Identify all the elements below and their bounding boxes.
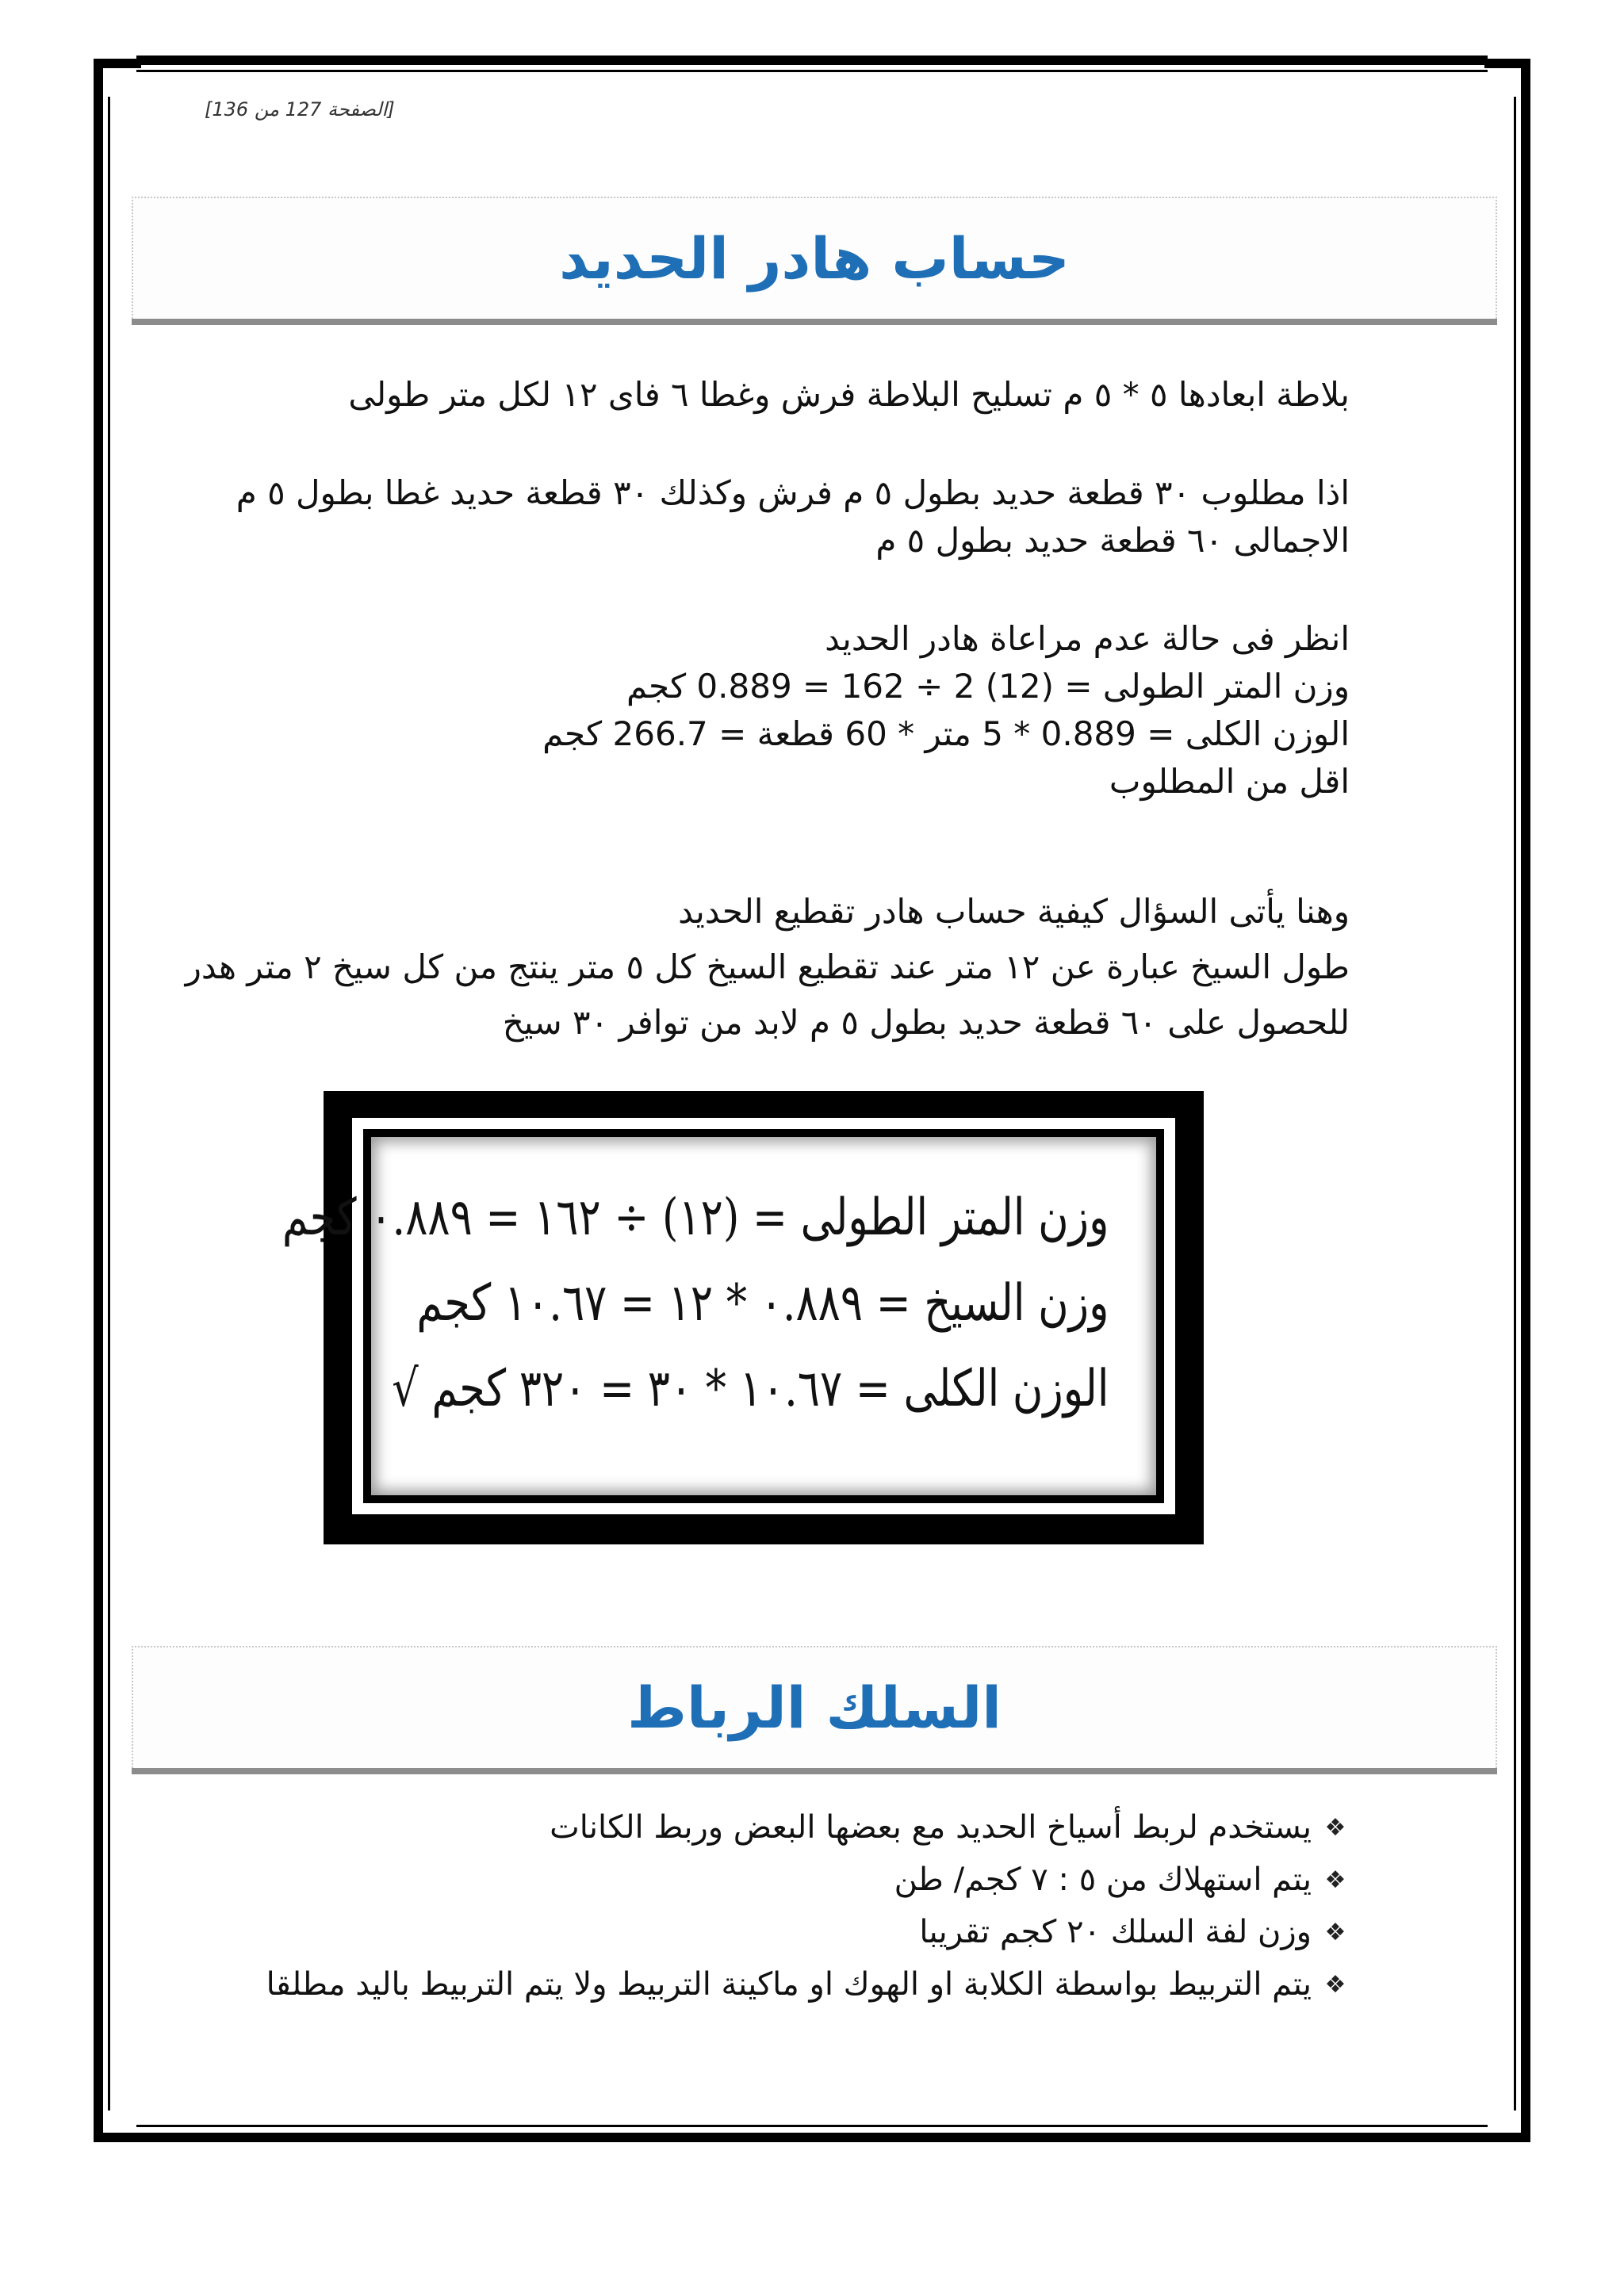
frame-bottom-bar-thin	[136, 2125, 1488, 2127]
formula-line: وزن المتر الطولى = (١٢) ÷ ١٦٢ = ٠.٨٨٩ كجم	[282, 1188, 1109, 1247]
paragraph	[236, 469, 1350, 564]
text-line: للحصول على ٦٠ قطعة حديد بطول ٥ م لابد من توافر ٣٠ سيخ	[502, 1003, 1350, 1042]
heading-rule	[132, 1768, 1497, 1774]
frame-corner-tl	[94, 59, 141, 97]
frame-corner-tr	[1484, 59, 1530, 97]
text-line: اقل من المطلوب	[1109, 762, 1350, 801]
diamond-bullet-icon: ❖	[1324, 1970, 1346, 1999]
text-line: الوزن الكلى = 0.889 * 5 متر * 60 قطعة = 266.7 كجم	[542, 714, 1350, 753]
frame-corner-br	[1484, 2106, 1530, 2142]
formula-line: الوزن الكلى = ١٠.٦٧ * ٣٠ = ٣٢٠ كجم √	[391, 1360, 1109, 1418]
text-line: وهنا يأتى السؤال كيفية حساب هادر تقطيع الحديد	[678, 892, 1350, 931]
text-line: الاجمالى ٦٠ قطعة حديد بطول ٥ م	[875, 521, 1350, 560]
paragraph	[348, 371, 1350, 419]
text-line: طول السيخ عبارة عن ١٢ متر عند تقطيع السيخ كل ٥ متر ينتج من كل سيخ ٢ متر هدر	[185, 947, 1350, 986]
diamond-bullet-icon: ❖	[1324, 1918, 1346, 1946]
frame-right-bar-thin	[1514, 97, 1516, 2110]
text-line: اذا مطلوب ٣٠ قطعة حديد بطول ٥ م فرش وكذلك ٣٠ قطعة حديد غطا بطول ٥ م	[236, 473, 1350, 512]
formula-box	[282, 1091, 1204, 1544]
frame-corner-bl	[94, 2106, 141, 2142]
frame-right-bar	[1521, 97, 1530, 2110]
frame-top-bar-thin	[136, 70, 1488, 72]
list-item	[266, 1801, 1359, 1854]
text-line: وزن المتر الطولى = (12) 2 ÷ 162 = 0.889 كجم	[626, 667, 1350, 706]
formula-panel	[282, 1137, 1156, 1495]
list-item-text: يستخدم لربط أسياخ الحديد مع بعضها البعض وربط الكانات	[550, 1809, 1312, 1846]
frame-left-bar-thin	[108, 97, 110, 2110]
frame-bottom-bar	[136, 2133, 1488, 2142]
section-title: حساب هادر الحديد	[559, 225, 1070, 292]
list-item	[266, 1854, 1359, 1906]
list-item-text: وزن لفة السلك ٢٠ كجم تقريبا	[919, 1914, 1312, 1950]
section-title: السلك الرباط	[627, 1674, 1002, 1741]
page-number: [الصفحة 127 من 136]	[205, 98, 395, 121]
list-item	[266, 1958, 1359, 2011]
heading-rule	[132, 319, 1497, 325]
frame-top-bar	[136, 55, 1488, 65]
paragraph	[542, 615, 1350, 806]
list-item-text: يتم التربيط بواسطة الكلابة او الهوك او ماكينة التربيط ولا يتم التربيط باليد مطلقا	[266, 1966, 1312, 2003]
frame-left-bar	[94, 97, 103, 2110]
text-line: بلاطة ابعادها ٥ * ٥ م تسليح البلاطة فرش وغطا ٦ فاى ١٢ لكل متر طولى	[348, 375, 1350, 414]
formula-line: وزن السيخ = ٠.٨٨٩ * ١٢ = ١٠.٦٧ كجم	[416, 1274, 1109, 1333]
diamond-bullet-icon: ❖	[1324, 1866, 1346, 1894]
list-item-text: يتم استهلاك من ٥ : ٧ كجم/ طن	[894, 1862, 1312, 1898]
section-heading-box	[132, 197, 1497, 319]
text-line: انظر فى حالة عدم مراعاة هادر الحديد	[825, 619, 1350, 658]
paragraph	[186, 888, 1350, 1054]
bullet-list	[266, 1801, 1359, 2011]
list-item	[266, 1906, 1359, 1958]
formula-lines	[282, 1175, 1109, 1432]
diamond-bullet-icon: ❖	[1324, 1813, 1346, 1842]
section-heading-box	[132, 1646, 1497, 1768]
